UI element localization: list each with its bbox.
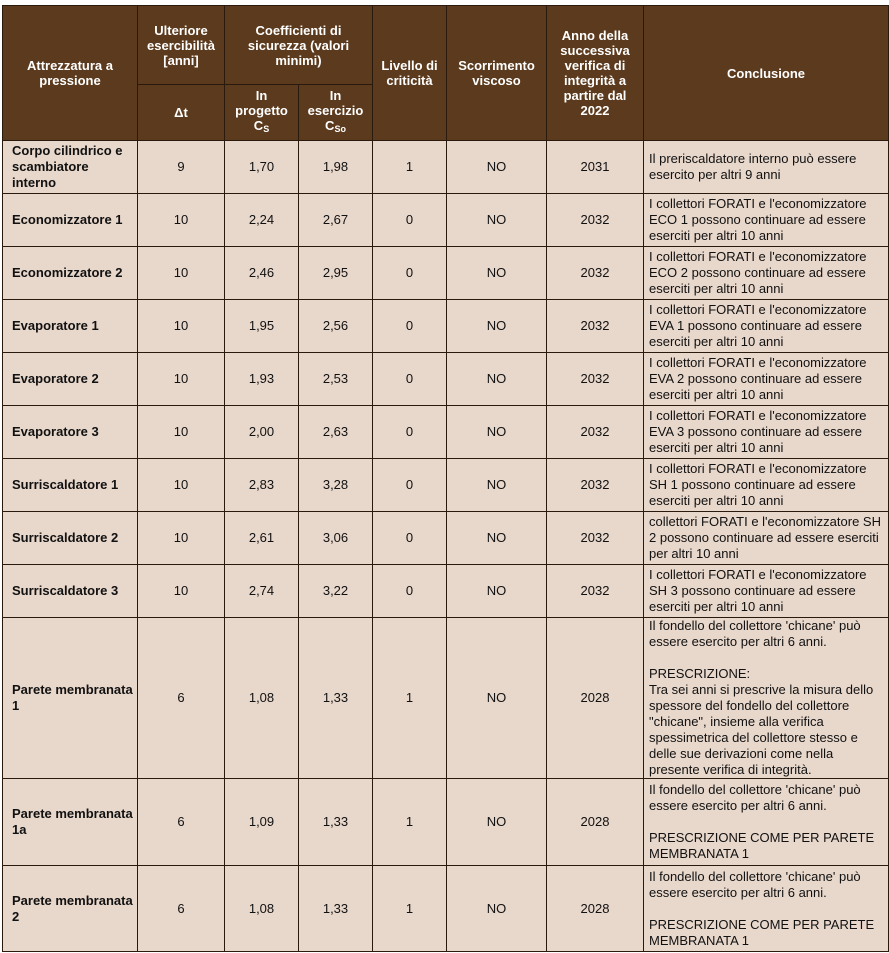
cell-next-check-year: 2032 [547, 194, 644, 247]
cell-creep: NO [447, 779, 547, 866]
cell-design-coeff: 2,00 [225, 406, 299, 459]
cell-next-check-year: 2028 [547, 779, 644, 866]
cell-criticality: 0 [373, 353, 447, 406]
cell-creep: NO [447, 353, 547, 406]
cell-design-coeff: 2,24 [225, 194, 299, 247]
cell-criticality: 1 [373, 779, 447, 866]
cell-creep: NO [447, 406, 547, 459]
integrity-table-wrapper [2, 5, 889, 952]
header-service [299, 85, 373, 141]
cell-creep: NO [447, 141, 547, 194]
header-extra-life: Ulteriore esercibilità [anni] [138, 6, 225, 85]
cell-design-coeff: 1,08 [225, 618, 299, 779]
cell-design-coeff: 2,46 [225, 247, 299, 300]
cell-equipment: Economizzatore 1 [3, 194, 138, 247]
cell-delta-t: 10 [138, 565, 225, 618]
header-service-label: In esercizio [307, 88, 364, 118]
cell-service-coeff: 2,56 [299, 300, 373, 353]
table-row [3, 512, 889, 565]
cell-conclusion: I collettori FORATI e l'economizzatore EVA 2 possono continuare ad essere eserciti per altri 10 anni [644, 353, 889, 406]
cell-conclusion: collettori FORATI e l'economizzatore SH 2 possono continuare ad essere eserciti per altri 10 anni [644, 512, 889, 565]
integrity-table [2, 5, 889, 952]
cell-delta-t: 10 [138, 459, 225, 512]
table-row [3, 194, 889, 247]
cell-equipment: Parete membranata 1a [3, 779, 138, 866]
cell-next-check-year: 2031 [547, 141, 644, 194]
table-row [3, 406, 889, 459]
cell-service-coeff: 2,67 [299, 194, 373, 247]
cell-equipment: Evaporatore 2 [3, 353, 138, 406]
cell-criticality: 0 [373, 406, 447, 459]
cell-service-coeff: 3,06 [299, 512, 373, 565]
cell-conclusion: Il fondello del collettore 'chicane' può essere esercito per altri 6 anni. PRESCRIZIONE COME PER PARETE MEMBRANATA 1 [644, 779, 889, 866]
cell-delta-t: 10 [138, 194, 225, 247]
cell-conclusion: Il fondello del collettore 'chicane' può essere esercito per altri 6 anni. PRESCRIZIONE COME PER PARETE MEMBRANATA 1 [644, 866, 889, 952]
header-delta-t: Δt [138, 85, 225, 141]
table-row [3, 866, 889, 952]
table-row [3, 565, 889, 618]
table-body [3, 141, 889, 952]
header-service-symbol: C [325, 118, 335, 133]
cell-equipment: Parete membranata 2 [3, 866, 138, 952]
cell-delta-t: 6 [138, 618, 225, 779]
header-equipment: Attrezzatura a pressione [3, 6, 138, 141]
cell-criticality: 1 [373, 618, 447, 779]
cell-conclusion: I collettori FORATI e l'economizzatore ECO 2 possono continuare ad essere eserciti per altri 10 anni [644, 247, 889, 300]
table-row [3, 300, 889, 353]
table-row [3, 247, 889, 300]
cell-conclusion: Il fondello del collettore 'chicane' può essere esercito per altri 6 anni. PRESCRIZIONE: Tra sei anni si prescrive la misura dello spessore del fondello del collettore "chicane", insieme alla verifica spessimetrica del collettore stesso e delle sue derivazioni come nella presente verifica di integrità. [644, 618, 889, 779]
header-safety-coefficients: Coefficienti di sicurezza (valori minimi) [225, 6, 373, 85]
header-creep: Scorrimento viscoso [447, 6, 547, 141]
cell-design-coeff: 2,61 [225, 512, 299, 565]
cell-criticality: 0 [373, 300, 447, 353]
cell-delta-t: 6 [138, 779, 225, 866]
cell-service-coeff: 1,33 [299, 866, 373, 952]
cell-creep: NO [447, 247, 547, 300]
cell-equipment: Evaporatore 1 [3, 300, 138, 353]
cell-service-coeff: 2,53 [299, 353, 373, 406]
cell-next-check-year: 2028 [547, 618, 644, 779]
header-design [225, 85, 299, 141]
cell-equipment: Corpo cilindrico e scambiatore interno [3, 141, 138, 194]
header-criticality: Livello di criticità [373, 6, 447, 141]
table-row [3, 353, 889, 406]
cell-equipment: Surriscaldatore 2 [3, 512, 138, 565]
cell-equipment: Economizzatore 2 [3, 247, 138, 300]
cell-criticality: 1 [373, 141, 447, 194]
cell-conclusion: Il preriscaldatore interno può essere esercito per altri 9 anni [644, 141, 889, 194]
cell-creep: NO [447, 512, 547, 565]
cell-design-coeff: 1,95 [225, 300, 299, 353]
cell-next-check-year: 2032 [547, 300, 644, 353]
cell-next-check-year: 2032 [547, 512, 644, 565]
cell-criticality: 0 [373, 565, 447, 618]
cell-next-check-year: 2028 [547, 866, 644, 952]
cell-creep: NO [447, 459, 547, 512]
cell-equipment: Surriscaldatore 3 [3, 565, 138, 618]
cell-conclusion: I collettori FORATI e l'economizzatore EVA 3 possono continuare ad essere eserciti per altri 10 anni [644, 406, 889, 459]
header-service-sub: So [334, 124, 346, 134]
header-design-label: In progetto [235, 88, 288, 118]
cell-creep: NO [447, 866, 547, 952]
cell-creep: NO [447, 618, 547, 779]
cell-service-coeff: 3,28 [299, 459, 373, 512]
cell-next-check-year: 2032 [547, 406, 644, 459]
cell-conclusion: I collettori FORATI e l'economizzatore EVA 1 possono continuare ad essere eserciti per altri 10 anni [644, 300, 889, 353]
cell-next-check-year: 2032 [547, 353, 644, 406]
cell-design-coeff: 1,93 [225, 353, 299, 406]
cell-service-coeff: 1,33 [299, 618, 373, 779]
cell-next-check-year: 2032 [547, 247, 644, 300]
cell-delta-t: 10 [138, 406, 225, 459]
cell-conclusion: I collettori FORATI e l'economizzatore SH 1 possono continuare ad essere eserciti per altri 10 anni [644, 459, 889, 512]
cell-criticality: 1 [373, 866, 447, 952]
cell-service-coeff: 2,63 [299, 406, 373, 459]
cell-design-coeff: 2,83 [225, 459, 299, 512]
cell-delta-t: 10 [138, 512, 225, 565]
cell-delta-t: 10 [138, 353, 225, 406]
cell-creep: NO [447, 565, 547, 618]
cell-creep: NO [447, 194, 547, 247]
cell-conclusion: I collettori FORATI e l'economizzatore SH 3 possono continuare ad essere eserciti per altri 10 anni [644, 565, 889, 618]
cell-criticality: 0 [373, 459, 447, 512]
cell-service-coeff: 1,33 [299, 779, 373, 866]
cell-equipment: Evaporatore 3 [3, 406, 138, 459]
cell-service-coeff: 2,95 [299, 247, 373, 300]
cell-design-coeff: 1,09 [225, 779, 299, 866]
cell-next-check-year: 2032 [547, 565, 644, 618]
table-row [3, 141, 889, 194]
cell-service-coeff: 1,98 [299, 141, 373, 194]
cell-design-coeff: 1,70 [225, 141, 299, 194]
cell-conclusion: I collettori FORATI e l'economizzatore ECO 1 possono continuare ad essere eserciti per altri 10 anni [644, 194, 889, 247]
cell-design-coeff: 1,08 [225, 866, 299, 952]
table-header [3, 6, 889, 141]
cell-design-coeff: 2,74 [225, 565, 299, 618]
header-design-symbol: C [253, 118, 264, 133]
cell-criticality: 0 [373, 194, 447, 247]
table-row [3, 779, 889, 866]
cell-equipment: Surriscaldatore 1 [3, 459, 138, 512]
cell-delta-t: 6 [138, 866, 225, 952]
cell-next-check-year: 2032 [547, 459, 644, 512]
cell-equipment: Parete membranata 1 [3, 618, 138, 779]
header-conclusion: Conclusione [644, 6, 889, 141]
cell-creep: NO [447, 300, 547, 353]
header-next-check: Anno della successiva verifica di integrità a partire dal 2022 [547, 6, 644, 141]
table-row [3, 459, 889, 512]
cell-criticality: 0 [373, 247, 447, 300]
cell-criticality: 0 [373, 512, 447, 565]
cell-delta-t: 9 [138, 141, 225, 194]
cell-delta-t: 10 [138, 300, 225, 353]
table-row [3, 618, 889, 779]
cell-delta-t: 10 [138, 247, 225, 300]
header-design-sub: S [263, 124, 270, 134]
cell-service-coeff: 3,22 [299, 565, 373, 618]
